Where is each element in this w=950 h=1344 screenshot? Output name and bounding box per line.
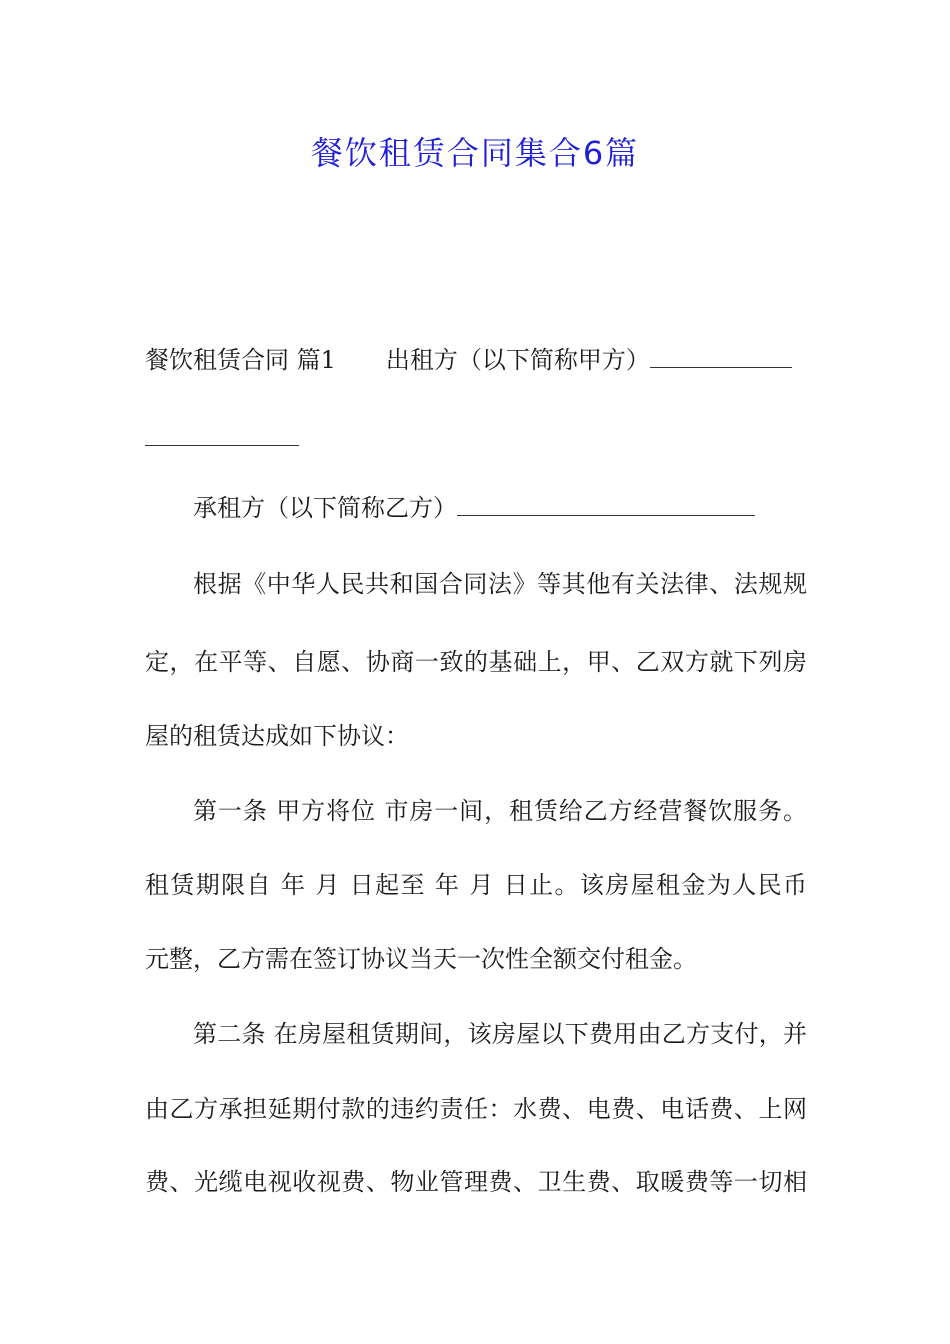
document-title: 餐饮租赁合同集合6篇 [310, 134, 640, 172]
party-b-blank [457, 495, 755, 516]
article-2-line: 由乙方承担延期付款的违约责任：水费、电费、电话费、上网 [145, 1095, 807, 1123]
party-a-blank-continued [145, 422, 807, 454]
party-b-label: 承租方（以下简称乙方） [193, 494, 457, 522]
paragraph-line: 定，在平等、自愿、协商一致的基础上，甲、乙双方就下列房 [145, 648, 807, 676]
party-b-line [193, 492, 807, 524]
article-1-line: 租赁期限自 年 月 日起至 年 月 日止。该房屋租金为人民币 [145, 871, 807, 899]
party-a-label: 出租方（以下简称甲方） [385, 346, 650, 374]
article-2-line: 第二条 在房屋租赁期间，该房屋以下费用由乙方支付，并 [193, 1020, 807, 1048]
party-a-line [145, 344, 807, 376]
party-a-blank [650, 347, 792, 368]
article-1-line: 元整，乙方需在签订协议当天一次性全额交付租金。 [145, 945, 697, 973]
paragraph-line: 屋的租赁达成如下协议： [145, 722, 409, 750]
article-2-line: 费、光缆电视收视费、物业管理费、卫生费、取暖费等一切相 [145, 1168, 807, 1196]
contract-heading: 餐饮租赁合同 篇1 [145, 346, 336, 374]
paragraph-line: 根据《中华人民共和国合同法》等其他有关法律、法规规 [193, 570, 807, 598]
article-1-line: 第一条 甲方将位 市房一间，租赁给乙方经营餐饮服务。 [193, 797, 807, 825]
